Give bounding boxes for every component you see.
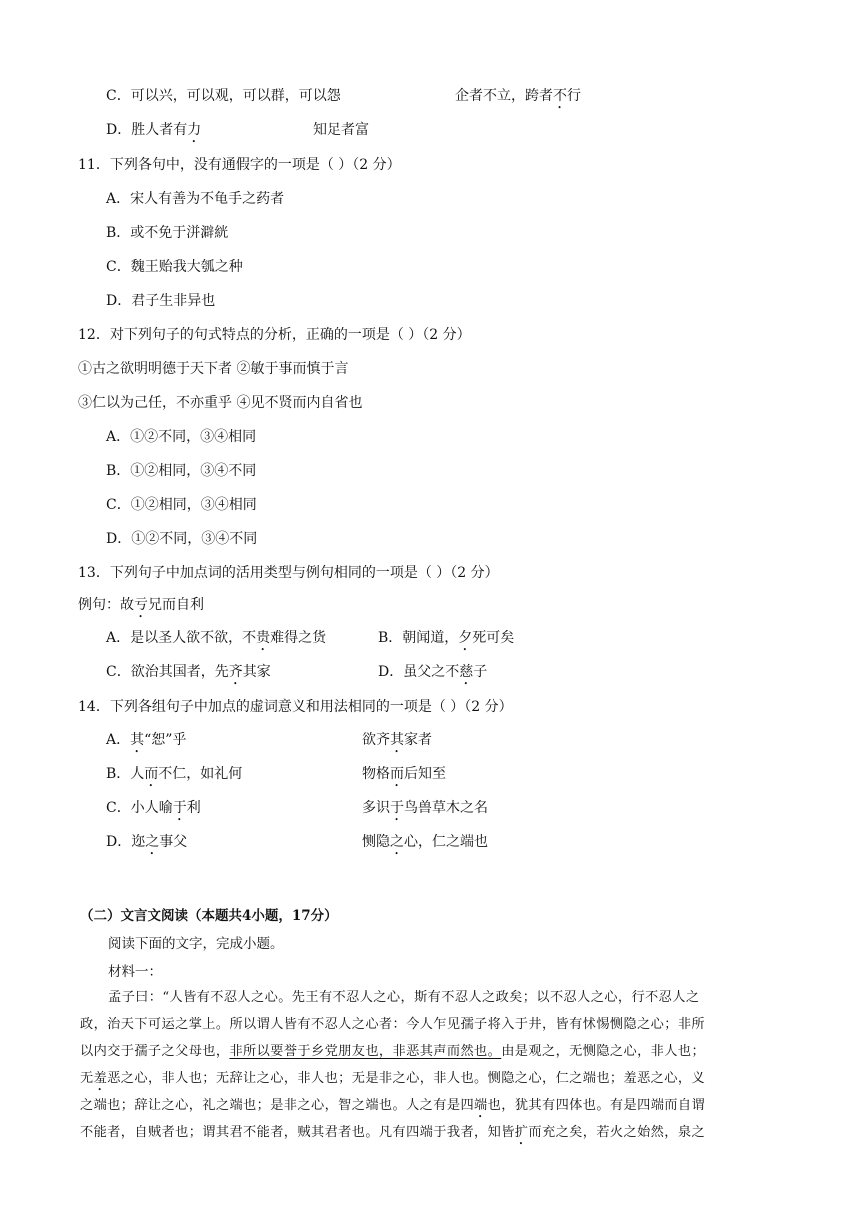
q14-option-a-left <box>106 730 186 756</box>
q14-a-r-dot: 其 <box>390 732 404 748</box>
q14-a-r-pre: 欲齐 <box>362 732 390 748</box>
q13-a-dot: 贵 <box>256 630 271 646</box>
q13-c-pre: C．欲治其国者，先 <box>106 664 229 680</box>
q14-d-r-pre: 恻隐 <box>362 834 390 850</box>
q14-option-c-right <box>362 798 488 824</box>
q13-option-a <box>106 628 326 654</box>
q10-c-right-pre: 企者不立，跨者 <box>455 88 553 104</box>
q10-option-d <box>106 120 201 146</box>
q14-option-c-left <box>106 798 201 824</box>
material-line3-pre: 以内交于孺子之父母也， <box>80 1044 230 1059</box>
q10-c-right-dot: 不 <box>553 88 567 104</box>
q13-d-pre: D．虽父之不 <box>378 664 460 680</box>
material-line4-post: 恶之心，非人也；无辞让之心，非人也；无是非之心，非人也。恻隐之心，仁之端也；羞恶之心，义 <box>107 1071 706 1086</box>
q14-c-l-pre: C．小人喻 <box>106 800 173 816</box>
material-line6-pre: 不能者，自贼者也；谓其君不能者，贼其君者也。凡有四端于我者，知皆 <box>80 1125 515 1140</box>
q14-option-a-right <box>362 730 432 756</box>
material-line5-post: 也，犹其有四体也。有是四端而自谓 <box>487 1098 706 1113</box>
q14-stem: 14．下列各组句子中加点的虚词意义和用法相同的一项是（ ）（2 分） <box>78 699 513 715</box>
q14-b-r-pre: 物格 <box>362 766 390 782</box>
q13-example-dot: 亏 <box>134 597 148 613</box>
material-para-line3 <box>80 1042 705 1062</box>
q14-a-l-pre: A． <box>106 732 131 748</box>
q14-a-l-dot: 其 <box>130 732 145 748</box>
material-line4-pre: 无 <box>80 1071 94 1086</box>
q12-stem: 12．对下列句子的句式特点的分析，正确的一项是（ ）（2 分） <box>78 327 471 343</box>
q10-d-left-pre: 胜人者有 <box>131 122 188 138</box>
q14-b-l-dot: 而 <box>144 766 159 782</box>
q14-option-b-left <box>106 764 242 790</box>
q14-c-r-pre: 多识 <box>362 800 390 816</box>
q14-b-l-pre: B．人 <box>106 766 145 782</box>
q11-stem: 11．下列各句中，没有通假字的一项是（ ）（2 分） <box>78 157 401 173</box>
q14-c-r-dot: 于 <box>390 800 404 816</box>
q13-c-post: 其家 <box>242 664 271 680</box>
material-line5-dot: 端 <box>474 1098 488 1113</box>
q13-stem: 13．下列句子中加点词的活用类型与例句相同的一项是（ ）（2 分） <box>78 565 499 581</box>
q12-option-d: D．①②不同，③④不同 <box>106 531 258 547</box>
q11-option-b: B．或不免于洴澼絖 <box>106 225 229 241</box>
q10-option-d-label: D． <box>106 122 132 138</box>
q14-a-r-post: 家者 <box>404 732 432 748</box>
q14-d-l-dot: 之 <box>145 834 160 850</box>
q13-b-pre: B．朝闻道， <box>378 630 459 646</box>
section-instruction: 阅读下面的文字，完成小题。 <box>108 936 284 952</box>
q13-a-post: 难得之货 <box>270 630 327 646</box>
q10-d-left-dot: 力 <box>187 122 202 138</box>
q14-d-r-post: 心，仁之端也 <box>404 834 488 850</box>
q10-option-c <box>106 86 341 106</box>
q12-sentences-line1: ①古之欲明明德于天下者 ②敏于事而慎于言 <box>78 361 349 377</box>
q14-option-d-right <box>362 832 488 858</box>
q13-a-pre: A．是以圣人欲不欲，不 <box>106 630 257 646</box>
q14-b-r-post: 后知至 <box>404 766 446 782</box>
q10-option-c-right <box>455 86 581 112</box>
material-line4-dot: 羞 <box>93 1071 108 1086</box>
q11-option-d: D．君子生非异也 <box>106 293 216 309</box>
q13-option-c <box>106 662 271 688</box>
q12-sentences-line2: ③仁以为己任，不亦重乎 ④见不贤而内自省也 <box>78 395 363 411</box>
material-para-line1: 孟子曰：“人皆有不忍人之心。先王有不忍人之心，斯有不忍人之政矣；以不忍人之心，行不忍人之 <box>108 990 700 1005</box>
q10-option-d-right: 知足者富 <box>313 122 369 138</box>
q14-d-l-pre: D．迩 <box>106 834 146 850</box>
material-para-line5 <box>80 1096 705 1121</box>
q13-option-b <box>378 628 514 654</box>
material-para-line2: 政，治天下可运之掌上。所以谓人皆有不忍人之心者：今人乍见孺子将入于井，皆有怵惕恻隐之心；非所 <box>80 1017 706 1032</box>
material-line3-post: 由是观之，无恻隐之心，非人也； <box>501 1044 706 1059</box>
q14-c-l-dot: 于 <box>172 800 187 816</box>
q13-option-d <box>378 662 487 688</box>
q13-example <box>78 595 204 621</box>
section-heading: （二）文言文阅读（本题共4小题，17分） <box>80 908 338 924</box>
q13-b-dot: 夕 <box>458 630 473 646</box>
q14-d-r-dot: 之 <box>390 834 404 850</box>
material-line5-pre: 之端也；辞让之心，礼之端也；是非之心，智之端也。人之有是四 <box>80 1098 475 1113</box>
q14-a-l-post: “恕”乎 <box>144 732 187 748</box>
material-line6-post: 而充之矣，若火之始然，泉之 <box>528 1125 706 1140</box>
q14-option-d-left <box>106 832 187 858</box>
q12-option-b: B．①②相同，③④不同 <box>106 463 257 479</box>
q14-c-r-post: 鸟兽草木之名 <box>404 800 488 816</box>
material-para-line4 <box>80 1069 705 1094</box>
q13-b-post: 死可矣 <box>472 630 515 646</box>
q14-b-l-post: 不仁，如礼何 <box>158 766 243 782</box>
q10-option-c-left: 可以兴，可以观，可以群，可以怨 <box>130 88 341 104</box>
q13-c-dot: 齐 <box>228 664 243 680</box>
q14-option-b-right <box>362 764 446 790</box>
q11-option-a: A．宋人有善为不龟手之药者 <box>106 191 285 207</box>
q14-d-l-post: 事父 <box>159 834 188 850</box>
q14-c-l-post: 利 <box>186 800 201 816</box>
q13-d-post: 子 <box>473 664 488 680</box>
q13-example-pre: 例句：故 <box>78 597 134 613</box>
q10-option-c-label: C． <box>106 88 131 104</box>
q10-c-right-post: 行 <box>567 88 581 104</box>
material-label: 材料一： <box>108 964 162 980</box>
q11-option-c: C．魏王贻我大瓠之种 <box>106 259 243 275</box>
q13-d-dot: 慈 <box>459 664 474 680</box>
q14-b-r-dot: 而 <box>390 766 404 782</box>
q13-example-post: 兄而自利 <box>148 597 204 613</box>
material-para-line6 <box>80 1123 705 1148</box>
q12-option-c: C．①②相同，③④相同 <box>106 497 257 513</box>
material-line6-dot: 扩 <box>514 1125 529 1140</box>
q12-option-a: A．①②不同，③④相同 <box>106 429 257 445</box>
material-underlined-sentence: 非所以要誉于乡党朋友也，非恶其声而然也。 <box>229 1044 502 1059</box>
